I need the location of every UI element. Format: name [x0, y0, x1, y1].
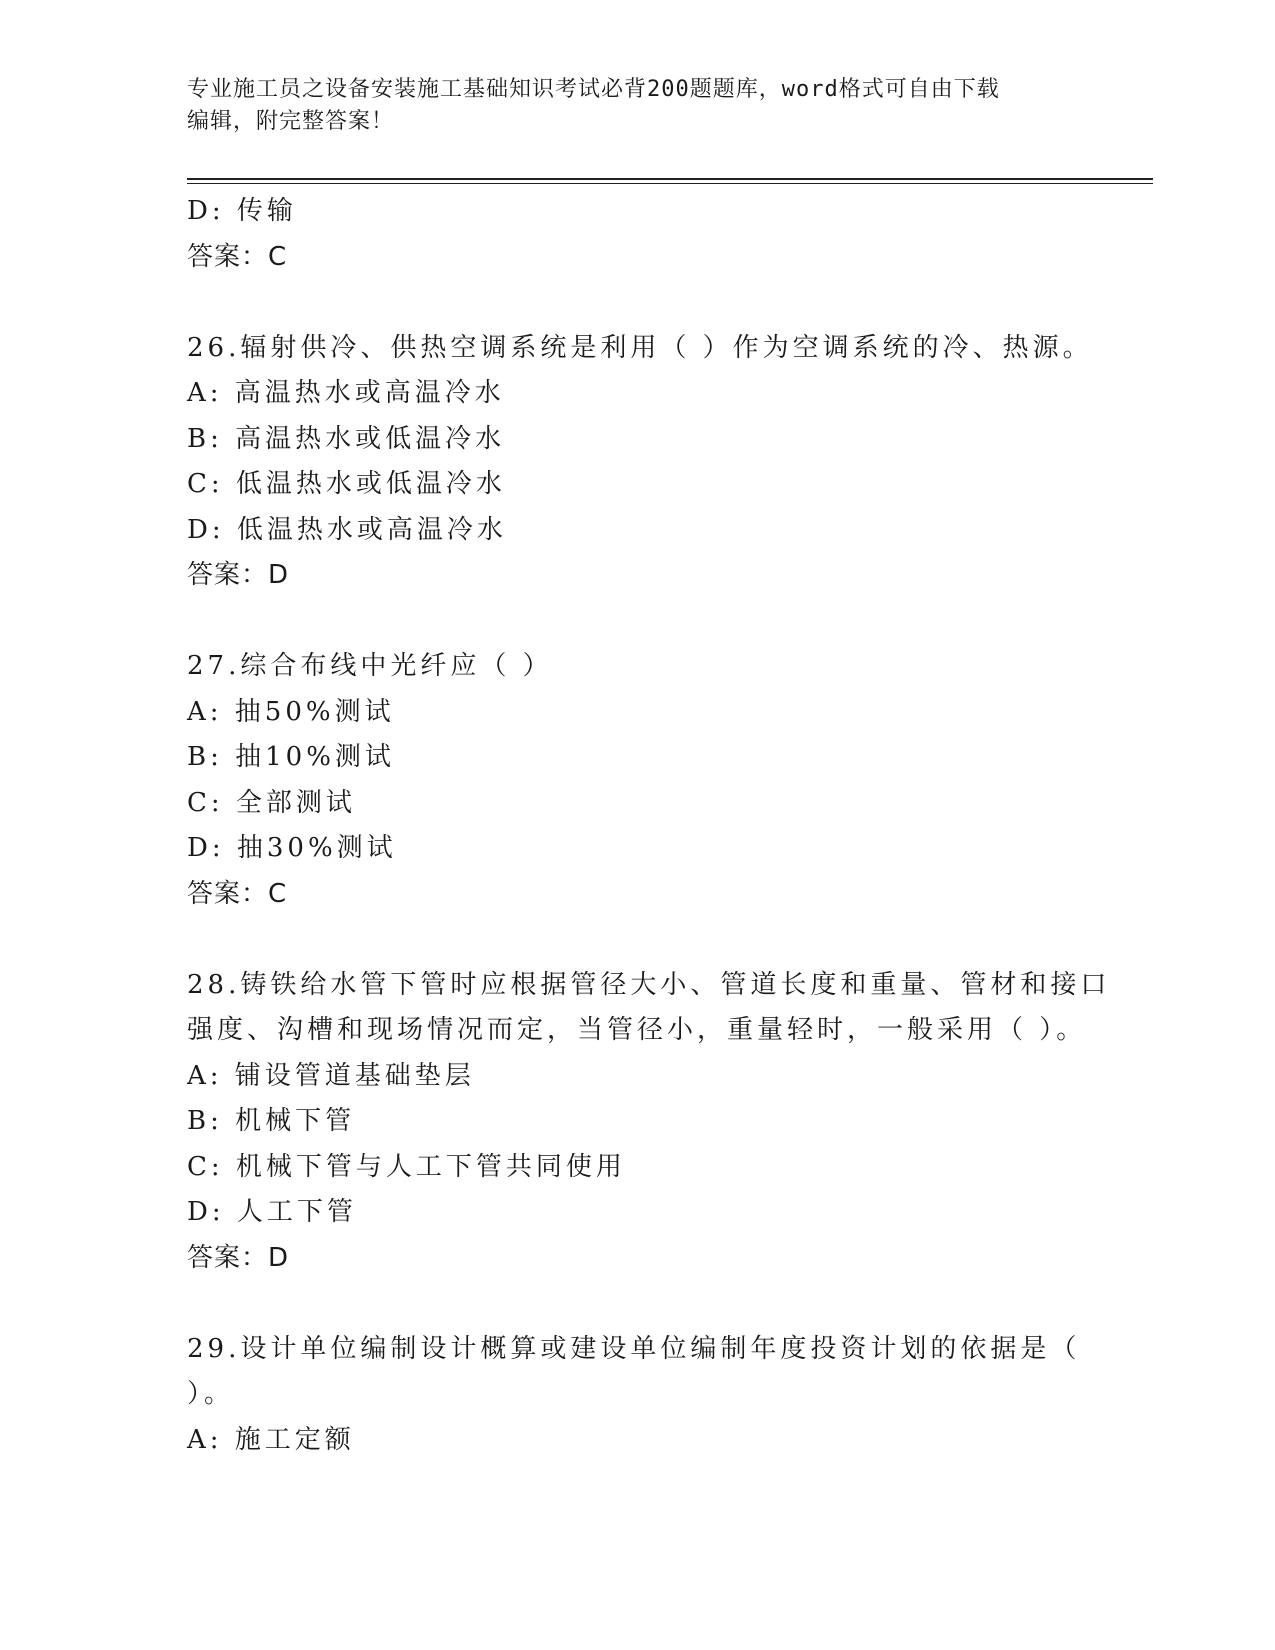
answer-line: 答案：D: [187, 560, 290, 590]
question-text: 29.设计单位编制设计概算或建设单位编制年度投资计划的依据是（: [187, 1333, 1081, 1364]
option-b: B: 高温热水或低温冷水: [187, 423, 506, 454]
answer-line: 答案：C: [187, 241, 288, 272]
option-d: D: 人工下管: [187, 1197, 357, 1227]
question-25-tail: [187, 189, 1107, 280]
document-header: [187, 74, 1087, 138]
option-d: D: 抽30%测试: [187, 833, 397, 863]
option-d: D: 低温热水或高温冷水: [187, 514, 507, 545]
header-line-1: 专业施工员之设备安装施工基础知识考试必背200题题库，word格式可自由下载: [187, 77, 1000, 102]
header-line-2: 编辑，附完整答案！: [187, 109, 395, 134]
question-text: 27.综合布线中光纤应（ ）: [187, 651, 553, 681]
question-text: 28.铸铁给水管下管时应根据管径大小、管道长度和重量、管材和接口: [187, 969, 1111, 1000]
option-a: A: 抽50%测试: [187, 696, 395, 727]
spacer: [187, 1281, 1107, 1327]
spacer: [187, 280, 1107, 326]
option-c: C: 全部测试: [187, 787, 356, 818]
question-text: 26.辐射供冷、供热空调系统是利用（ ）作为空调系统的冷、热源。: [187, 332, 1093, 363]
option-c: C: 机械下管与人工下管共同使用: [187, 1151, 626, 1182]
option-a: A: 施工定额: [187, 1424, 355, 1455]
question-29: [187, 1327, 1107, 1464]
option-a: A: 铺设管道基础垫层: [187, 1060, 475, 1091]
header-rule-thick: [187, 178, 1153, 180]
option-d: D: 传输: [187, 196, 297, 226]
question-list: [187, 189, 1111, 1463]
option-b: B: 机械下管: [187, 1106, 356, 1136]
spacer: [187, 917, 1107, 963]
option-c: C: 低温热水或低温冷水: [187, 469, 506, 499]
answer-line: 答案：D: [187, 1242, 290, 1273]
question-26: [187, 326, 1107, 599]
answer-line: 答案：C: [187, 878, 288, 909]
question-text-cont: ）。: [187, 1379, 235, 1409]
question-28: [187, 963, 1111, 1282]
option-a: A: 高温热水或高温冷水: [187, 378, 505, 408]
header-rule-thin: [187, 183, 1153, 184]
question-27: [187, 644, 1107, 917]
spacer: [187, 599, 1107, 645]
option-b: B: 抽10%测试: [187, 742, 395, 772]
question-text-cont: 强度、沟槽和现场情况而定，当管径小，重量轻时，一般采用（ ）。: [187, 1015, 1087, 1045]
